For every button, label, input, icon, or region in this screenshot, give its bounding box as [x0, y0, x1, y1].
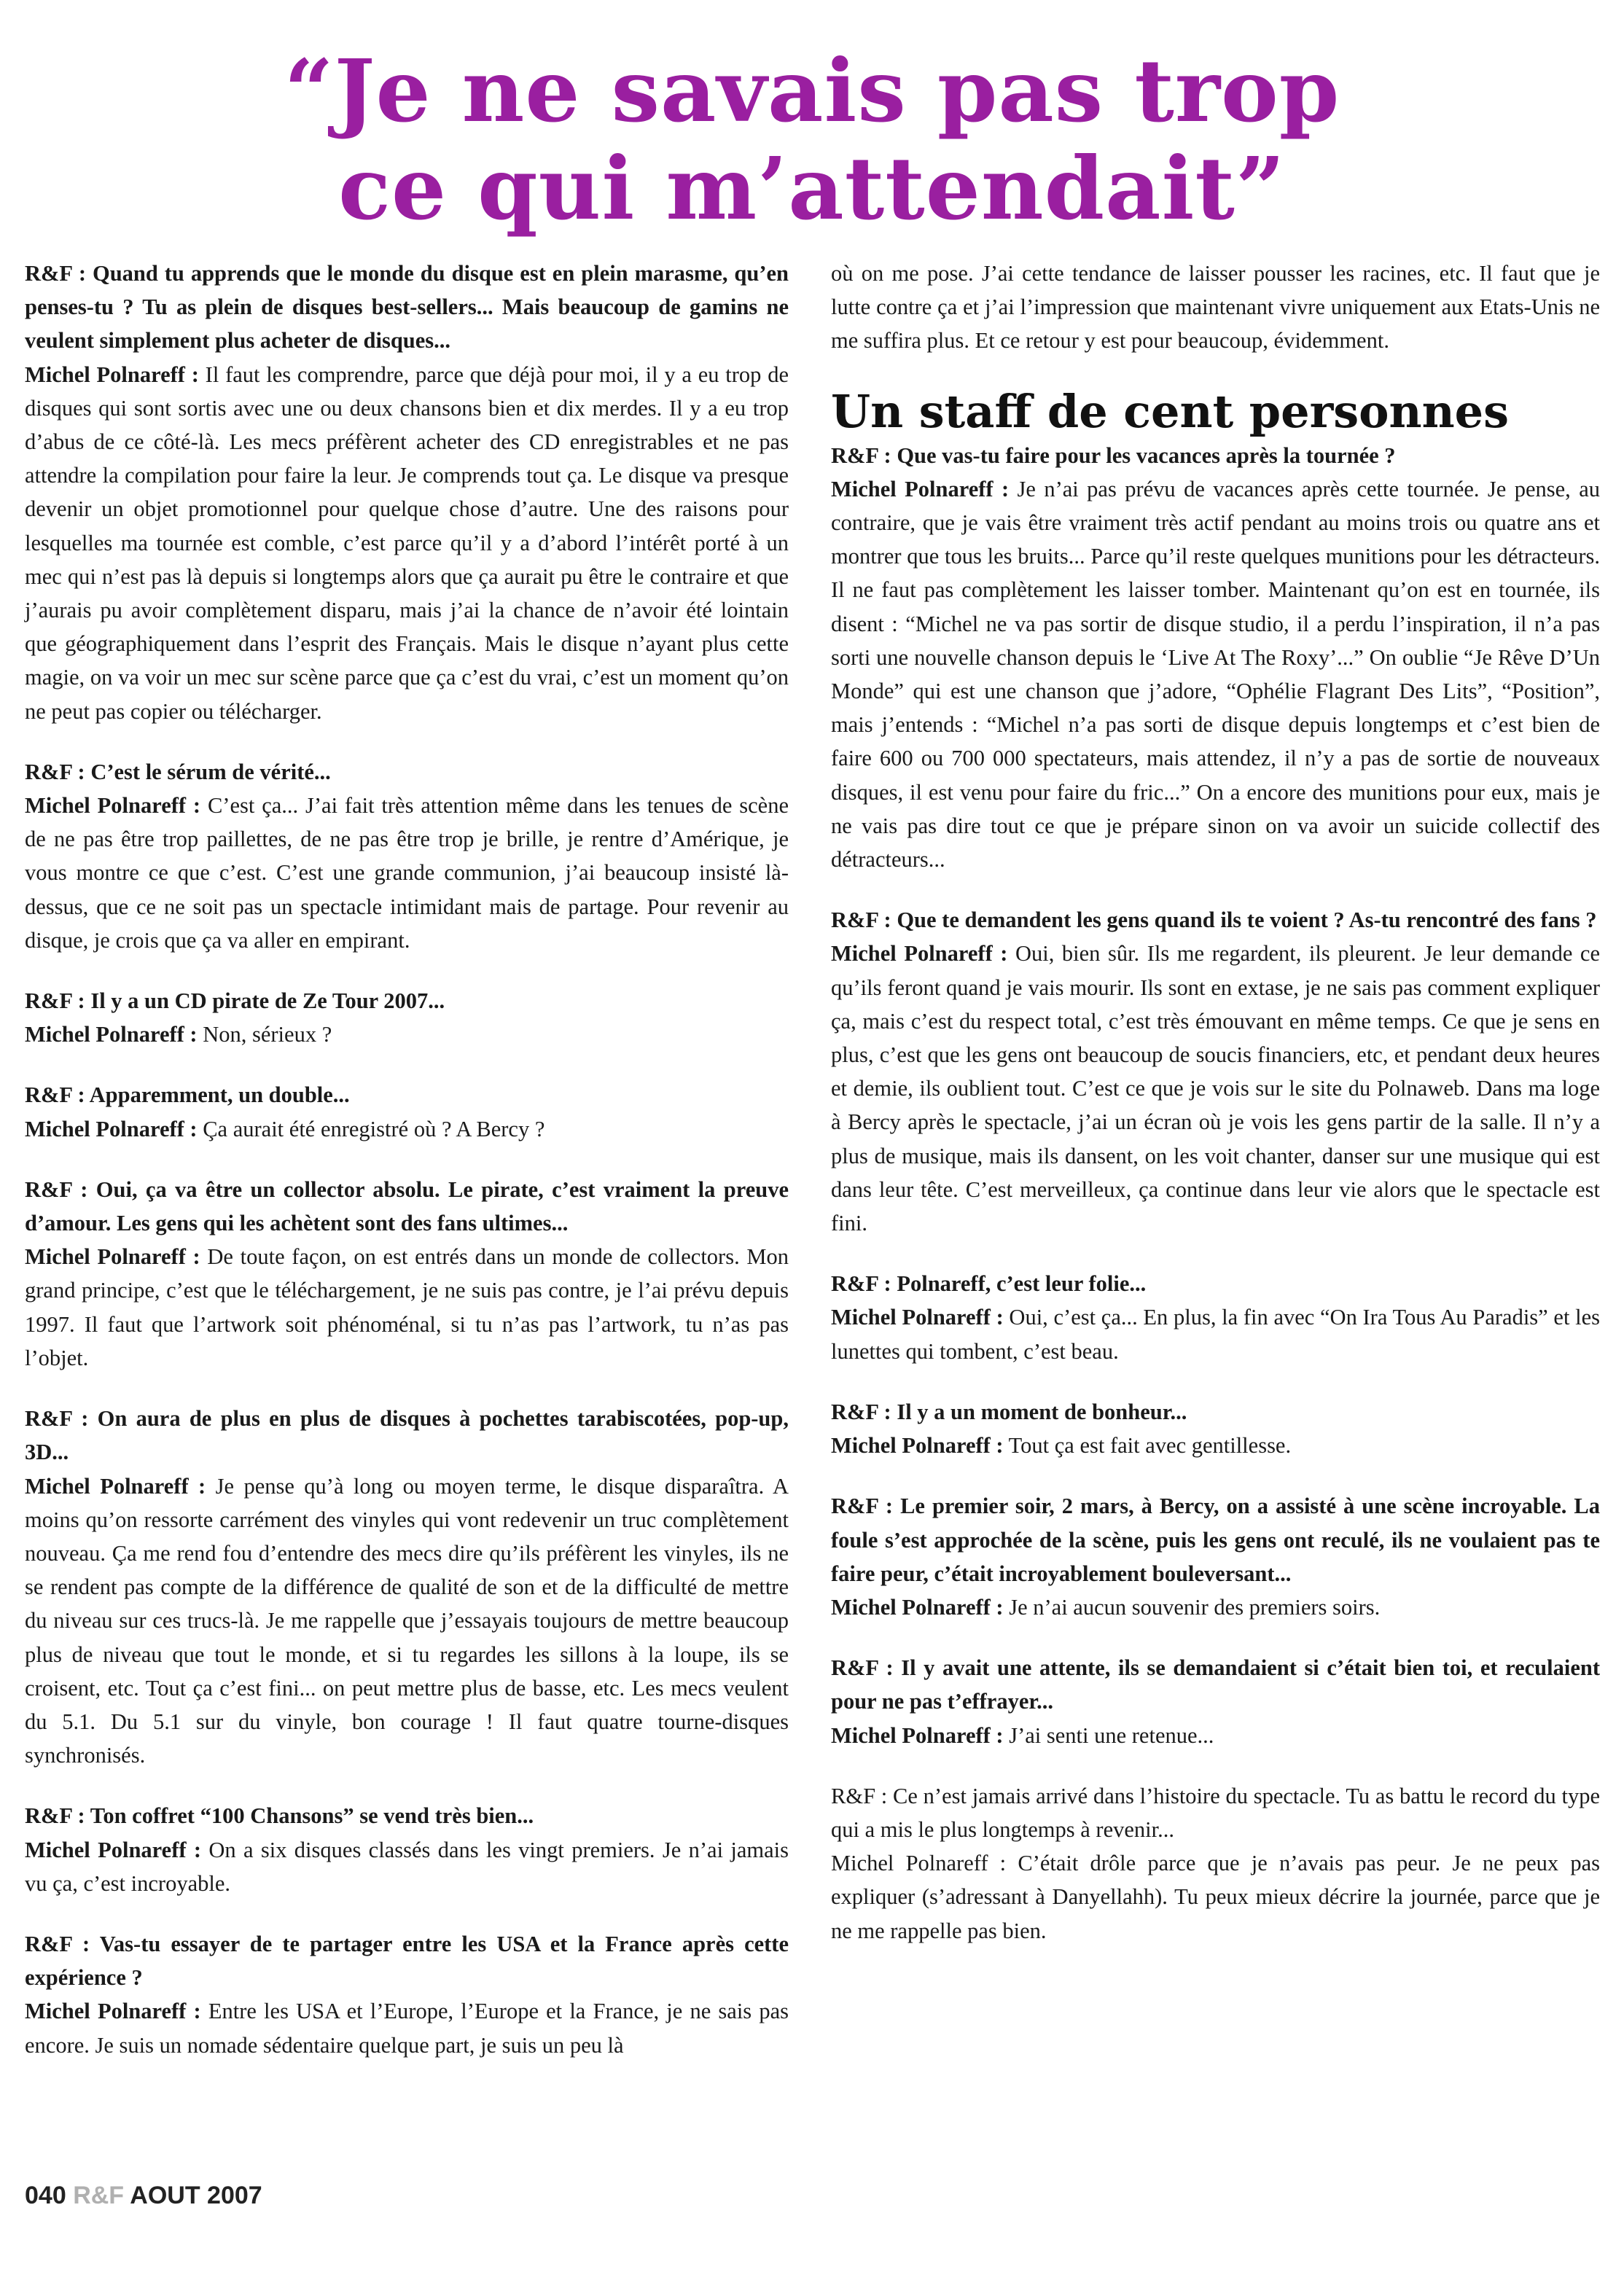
question: R&F : Que vas-tu faire pour les vacances après la tournée ? — [831, 442, 1396, 468]
answer-text: Il faut les comprendre, parce que déjà pour moi, il y a eu trop de disques qui sont sortis avec une ou deux chansons bien et dix merdes. Il y a eu trop d’abus de ce côté-là. Les mecs préfèrent acheter des CD enregistrables et ne pas attendre la compilation pour faire la leur. Je comprends tout ça. Le disque va presque devenir un objet promotionnel pour quelque chose d’autre. Une des raisons pour lesquelles ma tournée est comble, c’est parce qu’il y a d’abord l’intérêt porté à un mec qui n’est pas là depuis si longtemps alors que ça aurait pu être le contraire et que j’aurais pu avoir complètement disparu, mais j’ai la chance de n’avoir été lointain que géographiquement dans l’esprit des Français. Mais le disque n’ayant plus cette magie, on va voir un mec sur scène parce que ça c’est du vrai, c’est un moment qu’on ne peut pas copier ou télécharger. — [25, 362, 789, 724]
continuation-text: où on me pose. J’ai cette tendance de laisser pousser les racines, etc. Il faut que je lutte contre ça et j’ai l’impression que maintenant vivre uniquement aux Etats-Unis ne me suffira plus. Et ce retour y est pour beaucoup, évidemment. — [831, 261, 1600, 354]
question: R&F : Le premier soir, 2 mars, à Bercy, on a assisté à une scène incroyable. La foule s’est approchée de la scène, puis les gens ont reculé, ils ne voulaient pas te faire peur, c’était incroyablement bouleversant... — [831, 1494, 1600, 1586]
interview-block — [25, 1402, 789, 1772]
article-title — [0, 42, 1624, 238]
question: R&F : Polnareff, c’est leur folie... — [831, 1271, 1147, 1297]
answer — [25, 789, 789, 957]
interview-block — [25, 1927, 789, 2062]
answer-text: On a six disques classés dans les vingt premiers. Je n’ai jamais vu ça, c’est incroyable. — [25, 1837, 789, 1896]
answer — [25, 1240, 789, 1375]
speaker: Michel Polnareff : — [831, 1305, 1004, 1330]
interview-block — [831, 1395, 1600, 1462]
answer — [831, 1719, 1600, 1752]
answer-text: Je n’ai aucun souvenir des premiers soirs. — [1003, 1594, 1381, 1620]
title-line-2: ce qui m’attendait” — [338, 138, 1286, 239]
interview-block — [25, 984, 789, 1051]
speaker: Michel Polnareff : — [25, 1837, 202, 1862]
question: R&F : On aura de plus en plus de disques à pochettes tarabiscotées, pop-up, 3D... — [25, 1406, 789, 1465]
answer — [831, 937, 1600, 1240]
answer-text: Je pense qu’à long ou moyen terme, le disque disparaîtra. A moins qu’on ressorte carrément des vinyles qui vont redevenir un truc complètement nouveau. Ça me rend fou d’entendre des mecs dire qu’ils préfèrent les vinyles, ils ne se rendent pas compte de la différence de qualité de son et de la difficulté de mettre du niveau sur ces trucs-là. Je me rappelle que j’essayais toujours de mettre beaucoup plus de niveau que tout le monde, et si tu regardes les sillons à la loupe, ils se croisent, etc. Tout ça c’est fini... on peut mettre plus de basse, etc. Les mecs veulent du 5.1. Du 5.1 sur du vinyle, bon courage ! Il faut quatre tourne-disques synchronisés. — [25, 1473, 789, 1768]
speaker: Michel Polnareff : — [25, 1473, 206, 1499]
speaker: Michel Polnareff : — [25, 1999, 201, 2024]
magazine-brand: R&F — [73, 2182, 125, 2209]
question: R&F : Apparemment, un double... — [25, 1082, 350, 1108]
question: R&F : Que te demandent les gens quand ils te voient ? As-tu rencontré des fans ? — [831, 907, 1597, 933]
interview-block — [25, 755, 789, 957]
question: R&F : Il y a un moment de bonheur... — [831, 1399, 1187, 1424]
section-subhead: Un staff de cent personnes — [831, 384, 1510, 438]
question: R&F : Ce n’est jamais arrivé dans l’histoire du spectacle. Tu as battu le record du type qui a mis le plus longtemps à revenir... — [831, 1783, 1600, 1842]
answer-text: Je n’ai pas prévu de vacances après cette tournée. Je pense, au contraire, que je vais être vraiment très actif pendant au moins trois ou quatre ans et montrer que tous les bruits... Parce qu’il reste quelques munitions pour les détracteurs. Il ne faut pas complètement les laisser tomber. Maintenant qu’on est en tournée, ils disent : “Michel ne va pas sortir de disque studio, il a perdu l’inspiration, il n’a pas sorti une nouvelle chanson depuis le ‘Live At The Roxy’...” On oublie “Je Rêve D’Un Monde” qui est une chanson que j’adore, “Ophélie Flagrant Des Lits”, “Position”, mais j’entends : “Michel n’a pas sorti de disque depuis longtemps et c’est bien de faire 600 ou 700 000 spectateurs, mais attendez, il n’y a pas de sortie de nouveaux disques, il est venu pour faire du fric...” On a encore des munitions pour eux, mais je ne vais pas dire tout ce que je prépare sinon on va avoir un suicide collectif des détracteurs... — [831, 476, 1600, 873]
page-footer — [25, 2182, 262, 2210]
answer-text: J’ai senti une retenue... — [1003, 1722, 1214, 1748]
interview-block — [25, 257, 789, 728]
answer — [25, 1469, 789, 1773]
speaker: Michel Polnareff : — [831, 1851, 1007, 1876]
answer — [831, 1300, 1600, 1367]
answer-text: Non, sérieux ? — [197, 1022, 332, 1047]
question: R&F : Il y avait une attente, ils se demandaient si c’était bien toi, et reculaient pour ne pas t’effrayer... — [831, 1655, 1600, 1714]
interview-block — [831, 1267, 1600, 1368]
answer — [831, 1429, 1600, 1462]
speaker: Michel Polnareff : — [831, 476, 1010, 501]
answer-text: Ça aurait été enregistré où ? A Bercy ? — [197, 1116, 545, 1141]
question: R&F : Quand tu apprends que le monde du disque est en plein marasme, qu’en penses-tu ? Tu as plein de disques best-sellers... Mais beaucoup de gamins ne veulent simplement plus acheter de disques... — [25, 261, 789, 354]
answer — [25, 358, 789, 728]
answer-text: C’est ça... J’ai fait très attention même dans les tenues de scène de ne pas être trop paillettes, de ne pas être trop je brille, je rentre d’Amérique, je vous montre ce que c’est. C’est une grande communion, j’ai beaucoup insisté là-dessus, que ce ne soit pas un spectacle intimidant mais de partage. Pour revenir au disque, je crois que ça va aller en empirant. — [25, 793, 789, 953]
speaker: Michel Polnareff : — [831, 1433, 1004, 1459]
interview-block — [831, 903, 1600, 1240]
interview-block — [25, 1078, 789, 1145]
speaker: Michel Polnareff : — [831, 1594, 1004, 1620]
interview-block — [831, 1489, 1600, 1624]
speaker: Michel Polnareff : — [831, 1722, 1004, 1748]
question: R&F : Oui, ça va être un collector absolu. Le pirate, c’est vraiment la preuve d’amour. Les gens qui les achètent sont des fans ultimes... — [25, 1176, 789, 1236]
speaker: Michel Polnareff : — [25, 1244, 200, 1270]
answer — [831, 1846, 1600, 1948]
interview-block — [831, 1651, 1600, 1752]
answer-text: C’était drôle parce que je n’avais pas peur. Je ne peux pas expliquer (s’adressant à Danyellahh). Tu peux mieux décrire la journée, parce que je ne me rappelle pas bien. — [831, 1851, 1600, 1943]
interview-block — [831, 1779, 1600, 1948]
interview-block — [831, 439, 1600, 877]
answer — [25, 1018, 789, 1051]
answer-text: Oui, bien sûr. Ils me regardent, ils pleurent. Je leur demande ce qu’ils feront quand je vais mourir. Ils sont en extase, je ne sais pas comment expliquer ça, mais c’est du respect total, c’est très émouvant en même temps. Ce que je sens en plus, c’est que les gens ont beaucoup de soucis financiers, etc, et pendant deux heures et demie, ils oublient tout. C’est ce que je vois sur le site du Polnaweb. Dans ma loge à Bercy après le spectacle, j’ai un écran où je vois les gens partir de la salle. Il n’y a plus de musique, mais ils dansent, on les voit chanter, danser sur une musique qui est dans leur tête. C’est merveilleux, ça continue dans leur vie alors que le spectacle est fini. — [831, 941, 1600, 1236]
title-line-1: “Je ne savais pas trop — [284, 40, 1340, 141]
speaker: Michel Polnareff : — [25, 793, 201, 819]
page-number: 040 — [25, 2182, 66, 2209]
answer-text: Entre les USA et l’Europe, l’Europe et la France, je ne sais pas encore. Je suis un nomade sédentaire quelque part, je suis un peu là — [25, 1999, 789, 2058]
answer-text: Tout ça est fait avec gentillesse. — [1003, 1433, 1292, 1459]
answer-text: De toute façon, on est entrés dans un monde de collectors. Mon grand principe, c’est que le téléchargement, je ne suis pas contre, je l’ai prévu depuis 1997. Il faut que l’artwork soit phénoménal, si tu n’as pas l’artwork, tu n’as pas l’objet. — [25, 1244, 789, 1370]
interview-block — [25, 1173, 789, 1375]
answer — [831, 1590, 1600, 1624]
speaker: Michel Polnareff : — [25, 362, 199, 387]
question: R&F : Ton coffret “100 Chansons” se vend très bien... — [25, 1803, 534, 1829]
speaker: Michel Polnareff : — [25, 1116, 198, 1141]
issue-date: AOUT 2007 — [130, 2182, 262, 2209]
answer — [25, 1833, 789, 1900]
answer — [25, 1112, 789, 1146]
right-column — [831, 257, 1600, 1975]
speaker: Michel Polnareff : — [831, 941, 1008, 967]
question: R&F : C’est le sérum de vérité... — [25, 759, 331, 784]
question: R&F : Vas-tu essayer de te partager entre les USA et la France après cette expérience ? — [25, 1931, 789, 1991]
answer — [831, 472, 1600, 876]
interview-block — [25, 1799, 789, 1900]
speaker: Michel Polnareff : — [25, 1022, 198, 1047]
left-column — [25, 257, 789, 2089]
answer — [25, 1994, 789, 2061]
answer-text: Oui, c’est ça... En plus, la fin avec “On Ira Tous Au Paradis” et les lunettes qui tombent, c’est beau. — [831, 1305, 1600, 1364]
question: R&F : Il y a un CD pirate de Ze Tour 2007... — [25, 988, 445, 1014]
